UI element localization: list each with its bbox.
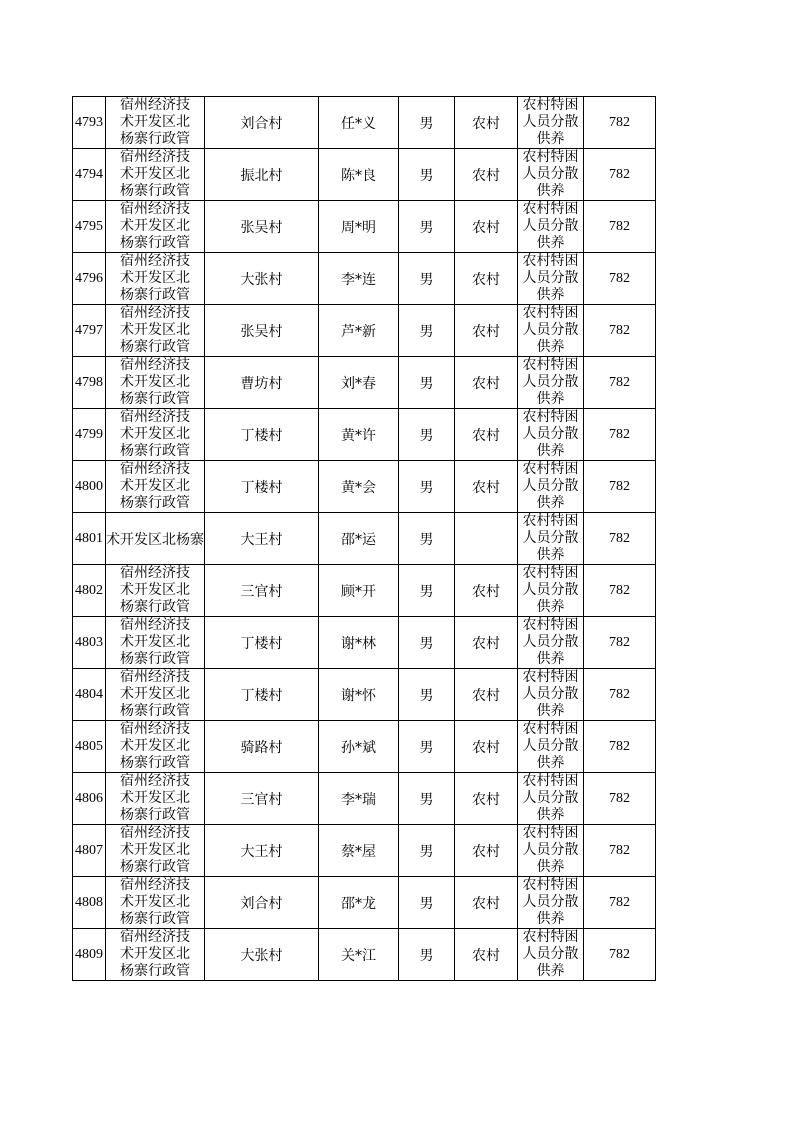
area-line: 术开发区北 <box>120 790 190 806</box>
area-line: 术开发区北 <box>120 582 190 598</box>
name-cell: 黄*许 <box>319 409 399 461</box>
area-line: 宿州经济技 <box>120 305 190 321</box>
row-id-cell: 4809 <box>73 929 106 981</box>
household-type-cell: 农村 <box>455 669 518 721</box>
village-cell: 刘合村 <box>205 877 319 929</box>
name-cell: 邵*运 <box>319 513 399 565</box>
village-cell: 张吴村 <box>205 305 319 357</box>
amount-cell: 782 <box>584 721 656 773</box>
category-line: 农村特困 <box>522 929 579 945</box>
area-line: 杨寨行政管 <box>120 443 190 459</box>
amount-cell: 782 <box>584 877 656 929</box>
household-type-cell: 农村 <box>455 201 518 253</box>
category-cell <box>518 97 584 149</box>
area-cell <box>106 565 205 617</box>
area-line: 术开发区北 <box>120 946 190 962</box>
area-line: 宿州经济技 <box>120 825 190 841</box>
category-line: 农村特困 <box>522 357 579 373</box>
row-id-cell: 4802 <box>73 565 106 617</box>
area-cell <box>106 825 205 877</box>
name-cell: 顾*开 <box>319 565 399 617</box>
category-line: 农村特困 <box>522 97 579 113</box>
category-line: 供养 <box>536 807 565 823</box>
gender-cell: 男 <box>399 929 455 981</box>
row-id-cell: 4805 <box>73 721 106 773</box>
category-line: 人员分散 <box>522 478 579 494</box>
category-line: 人员分散 <box>522 322 579 338</box>
area-line: 术开发区北 <box>120 218 190 234</box>
gender-cell: 男 <box>399 513 455 565</box>
row-id-cell: 4795 <box>73 201 106 253</box>
area-line: 宿州经济技 <box>120 617 190 633</box>
name-cell: 谢*林 <box>319 617 399 669</box>
name-cell: 周*明 <box>319 201 399 253</box>
table-row <box>73 773 656 825</box>
area-line: 宿州经济技 <box>120 565 190 581</box>
gender-cell: 男 <box>399 97 455 149</box>
table-row <box>73 253 656 305</box>
category-line: 农村特困 <box>522 773 579 789</box>
category-cell <box>518 149 584 201</box>
category-line: 供养 <box>536 131 565 147</box>
area-line: 宿州经济技 <box>120 877 190 893</box>
household-type-cell: 农村 <box>455 253 518 305</box>
area-cell <box>106 357 205 409</box>
category-cell <box>518 461 584 513</box>
row-id-cell: 4807 <box>73 825 106 877</box>
gender-cell: 男 <box>399 565 455 617</box>
area-line: 术开发区北 <box>120 634 190 650</box>
category-line: 人员分散 <box>522 218 579 234</box>
village-cell: 丁楼村 <box>205 461 319 513</box>
name-cell: 李*连 <box>319 253 399 305</box>
gender-cell: 男 <box>399 149 455 201</box>
beneficiary-table <box>72 96 656 981</box>
amount-cell: 782 <box>584 565 656 617</box>
category-cell <box>518 721 584 773</box>
category-cell <box>518 669 584 721</box>
category-cell <box>518 877 584 929</box>
name-cell: 邵*龙 <box>319 877 399 929</box>
amount-cell: 782 <box>584 201 656 253</box>
category-line: 供养 <box>536 183 565 199</box>
amount-cell: 782 <box>584 149 656 201</box>
area-cell <box>106 409 205 461</box>
household-type-cell: 农村 <box>455 565 518 617</box>
area-line: 杨寨行政管 <box>120 807 190 823</box>
gender-cell: 男 <box>399 357 455 409</box>
village-cell: 振北村 <box>205 149 319 201</box>
area-line: 杨寨行政管 <box>120 131 190 147</box>
gender-cell: 男 <box>399 617 455 669</box>
area-cell <box>106 305 205 357</box>
area-cell <box>106 201 205 253</box>
area-line: 术开发区北 <box>120 894 190 910</box>
table-row <box>73 461 656 513</box>
household-type-cell: 农村 <box>455 929 518 981</box>
table-row <box>73 877 656 929</box>
area-line: 术开发区北 <box>120 426 190 442</box>
category-line: 农村特困 <box>522 461 579 477</box>
row-id-cell: 4808 <box>73 877 106 929</box>
household-type-cell: 农村 <box>455 305 518 357</box>
table-row <box>73 825 656 877</box>
name-cell: 谢*怀 <box>319 669 399 721</box>
category-line: 农村特困 <box>522 201 579 217</box>
amount-cell: 782 <box>584 253 656 305</box>
household-type-cell: 农村 <box>455 97 518 149</box>
gender-cell: 男 <box>399 825 455 877</box>
area-line: 杨寨行政管 <box>120 183 190 199</box>
category-line: 人员分散 <box>522 634 579 650</box>
table-row <box>73 721 656 773</box>
amount-cell: 782 <box>584 669 656 721</box>
category-cell <box>518 565 584 617</box>
area-cell <box>106 669 205 721</box>
name-cell: 陈*良 <box>319 149 399 201</box>
household-type-cell: 农村 <box>455 409 518 461</box>
category-line: 供养 <box>536 235 565 251</box>
table-row <box>73 409 656 461</box>
table-row <box>73 929 656 981</box>
amount-cell: 782 <box>584 305 656 357</box>
category-cell <box>518 409 584 461</box>
area-cell <box>106 721 205 773</box>
category-line: 人员分散 <box>522 166 579 182</box>
category-line: 人员分散 <box>522 738 579 754</box>
village-cell: 曹坊村 <box>205 357 319 409</box>
village-cell: 丁楼村 <box>205 409 319 461</box>
area-line: 宿州经济技 <box>120 357 190 373</box>
category-line: 供养 <box>536 859 565 875</box>
category-line: 人员分散 <box>522 582 579 598</box>
category-line: 供养 <box>536 651 565 667</box>
category-line: 农村特困 <box>522 721 579 737</box>
area-line: 杨寨行政管 <box>120 651 190 667</box>
amount-cell: 782 <box>584 617 656 669</box>
table-row <box>73 617 656 669</box>
area-line: 杨寨行政管 <box>120 911 190 927</box>
village-cell: 三官村 <box>205 565 319 617</box>
row-id-cell: 4806 <box>73 773 106 825</box>
household-type-cell: 农村 <box>455 877 518 929</box>
household-type-cell: 农村 <box>455 773 518 825</box>
row-id-cell: 4797 <box>73 305 106 357</box>
area-line: 术开发区北 <box>120 478 190 494</box>
household-type-cell: 农村 <box>455 149 518 201</box>
area-cell <box>106 773 205 825</box>
area-line: 术开发区北 <box>120 166 190 182</box>
village-cell: 张吴村 <box>205 201 319 253</box>
area-line: 术开发区北 <box>120 322 190 338</box>
category-cell <box>518 357 584 409</box>
amount-cell: 782 <box>584 97 656 149</box>
category-cell <box>518 253 584 305</box>
category-line: 供养 <box>536 963 565 979</box>
amount-cell: 782 <box>584 357 656 409</box>
household-type-cell: 农村 <box>455 357 518 409</box>
household-type-cell: 农村 <box>455 825 518 877</box>
category-line: 供养 <box>536 443 565 459</box>
table-row <box>73 305 656 357</box>
area-line: 宿州经济技 <box>120 149 190 165</box>
category-line: 供养 <box>536 547 565 563</box>
category-line: 供养 <box>536 703 565 719</box>
area-line: 宿州经济技 <box>120 929 190 945</box>
row-id-cell: 4800 <box>73 461 106 513</box>
amount-cell: 782 <box>584 929 656 981</box>
table-row <box>73 669 656 721</box>
category-line: 农村特困 <box>522 409 579 425</box>
gender-cell: 男 <box>399 305 455 357</box>
area-line: 宿州经济技 <box>120 409 190 425</box>
row-id-cell: 4799 <box>73 409 106 461</box>
area-cell <box>106 253 205 305</box>
area-line: 杨寨行政管 <box>120 703 190 719</box>
category-line: 农村特困 <box>522 617 579 633</box>
gender-cell: 男 <box>399 461 455 513</box>
area-line: 宿州经济技 <box>120 669 190 685</box>
category-line: 人员分散 <box>522 426 579 442</box>
gender-cell: 男 <box>399 721 455 773</box>
amount-cell: 782 <box>584 409 656 461</box>
category-cell <box>518 617 584 669</box>
area-line: 杨寨行政管 <box>120 755 190 771</box>
area-line: 术开发区北 <box>120 374 190 390</box>
row-id-cell: 4801 <box>73 513 106 565</box>
category-line: 农村特困 <box>522 253 579 269</box>
name-cell: 黄*会 <box>319 461 399 513</box>
category-line: 供养 <box>536 495 565 511</box>
category-cell <box>518 201 584 253</box>
area-line: 宿州经济技 <box>120 461 190 477</box>
category-line: 人员分散 <box>522 270 579 286</box>
category-cell <box>518 825 584 877</box>
name-cell: 关*江 <box>319 929 399 981</box>
area-cell <box>106 513 205 565</box>
table-body <box>73 97 656 981</box>
village-cell: 大张村 <box>205 929 319 981</box>
category-line: 供养 <box>536 287 565 303</box>
gender-cell: 男 <box>399 877 455 929</box>
village-cell: 刘合村 <box>205 97 319 149</box>
household-type-cell: 农村 <box>455 617 518 669</box>
category-line: 人员分散 <box>522 894 579 910</box>
category-cell <box>518 929 584 981</box>
area-line: 宿州经济技 <box>120 201 190 217</box>
gender-cell: 男 <box>399 773 455 825</box>
area-cell <box>106 97 205 149</box>
household-type-cell: 农村 <box>455 721 518 773</box>
category-line: 人员分散 <box>522 946 579 962</box>
household-type-cell: 农村 <box>455 461 518 513</box>
category-line: 农村特困 <box>522 513 579 529</box>
name-cell: 芦*新 <box>319 305 399 357</box>
table-row <box>73 201 656 253</box>
amount-cell: 782 <box>584 773 656 825</box>
area-line: 杨寨行政管 <box>120 859 190 875</box>
name-cell: 刘*春 <box>319 357 399 409</box>
category-line: 供养 <box>536 755 565 771</box>
area-line: 杨寨行政管 <box>120 391 190 407</box>
category-line: 供养 <box>536 391 565 407</box>
category-line: 人员分散 <box>522 114 579 130</box>
area-line: 杨寨行政管 <box>120 599 190 615</box>
area-line: 术开发区北 <box>120 842 190 858</box>
category-line: 供养 <box>536 339 565 355</box>
category-line: 农村特困 <box>522 565 579 581</box>
row-id-cell: 4796 <box>73 253 106 305</box>
table-row <box>73 357 656 409</box>
gender-cell: 男 <box>399 669 455 721</box>
category-cell <box>518 513 584 565</box>
gender-cell: 男 <box>399 201 455 253</box>
area-line: 宿州经济技 <box>120 97 190 113</box>
name-cell: 蔡*屋 <box>319 825 399 877</box>
area-cell <box>106 149 205 201</box>
table-row <box>73 97 656 149</box>
village-cell: 大王村 <box>205 825 319 877</box>
household-type-cell <box>455 513 518 565</box>
area-line: 术开发区北 <box>120 686 190 702</box>
area-line: 术开发区北 <box>120 114 190 130</box>
category-line: 人员分散 <box>522 686 579 702</box>
category-line: 供养 <box>536 911 565 927</box>
village-cell: 大张村 <box>205 253 319 305</box>
table-row <box>73 149 656 201</box>
area-line: 杨寨行政管 <box>120 963 190 979</box>
village-cell: 三官村 <box>205 773 319 825</box>
category-line: 农村特困 <box>522 149 579 165</box>
category-line: 人员分散 <box>522 530 579 546</box>
category-line: 农村特困 <box>522 669 579 685</box>
area-cell <box>106 929 205 981</box>
category-line: 农村特困 <box>522 877 579 893</box>
area-line: 术开发区北 <box>120 738 190 754</box>
name-cell: 任*义 <box>319 97 399 149</box>
category-line: 人员分散 <box>522 842 579 858</box>
category-line: 农村特困 <box>522 305 579 321</box>
category-line: 供养 <box>536 599 565 615</box>
area-line: 杨寨行政管 <box>120 287 190 303</box>
area-cell <box>106 877 205 929</box>
area-line: 宿州经济技 <box>120 773 190 789</box>
area-line: 宿州经济技 <box>120 253 190 269</box>
row-id-cell: 4804 <box>73 669 106 721</box>
village-cell: 骑路村 <box>205 721 319 773</box>
gender-cell: 男 <box>399 253 455 305</box>
area-line: 杨寨行政管 <box>120 339 190 355</box>
amount-cell: 782 <box>584 825 656 877</box>
area-text: 术开发区北杨寨 <box>106 531 204 548</box>
gender-cell: 男 <box>399 409 455 461</box>
name-cell: 李*瑞 <box>319 773 399 825</box>
village-cell: 丁楼村 <box>205 617 319 669</box>
category-line: 农村特困 <box>522 825 579 841</box>
table-row <box>73 565 656 617</box>
category-cell <box>518 773 584 825</box>
amount-cell: 782 <box>584 461 656 513</box>
row-id-cell: 4793 <box>73 97 106 149</box>
area-line: 杨寨行政管 <box>120 235 190 251</box>
area-cell <box>106 461 205 513</box>
row-id-cell: 4803 <box>73 617 106 669</box>
amount-cell: 782 <box>584 513 656 565</box>
area-line: 宿州经济技 <box>120 721 190 737</box>
village-cell: 丁楼村 <box>205 669 319 721</box>
row-id-cell: 4798 <box>73 357 106 409</box>
area-cell <box>106 617 205 669</box>
row-id-cell: 4794 <box>73 149 106 201</box>
category-cell <box>518 305 584 357</box>
category-line: 人员分散 <box>522 374 579 390</box>
village-cell: 大王村 <box>205 513 319 565</box>
table-row <box>73 513 656 565</box>
area-line: 杨寨行政管 <box>120 495 190 511</box>
category-line: 人员分散 <box>522 790 579 806</box>
area-line: 术开发区北 <box>120 270 190 286</box>
name-cell: 孙*斌 <box>319 721 399 773</box>
